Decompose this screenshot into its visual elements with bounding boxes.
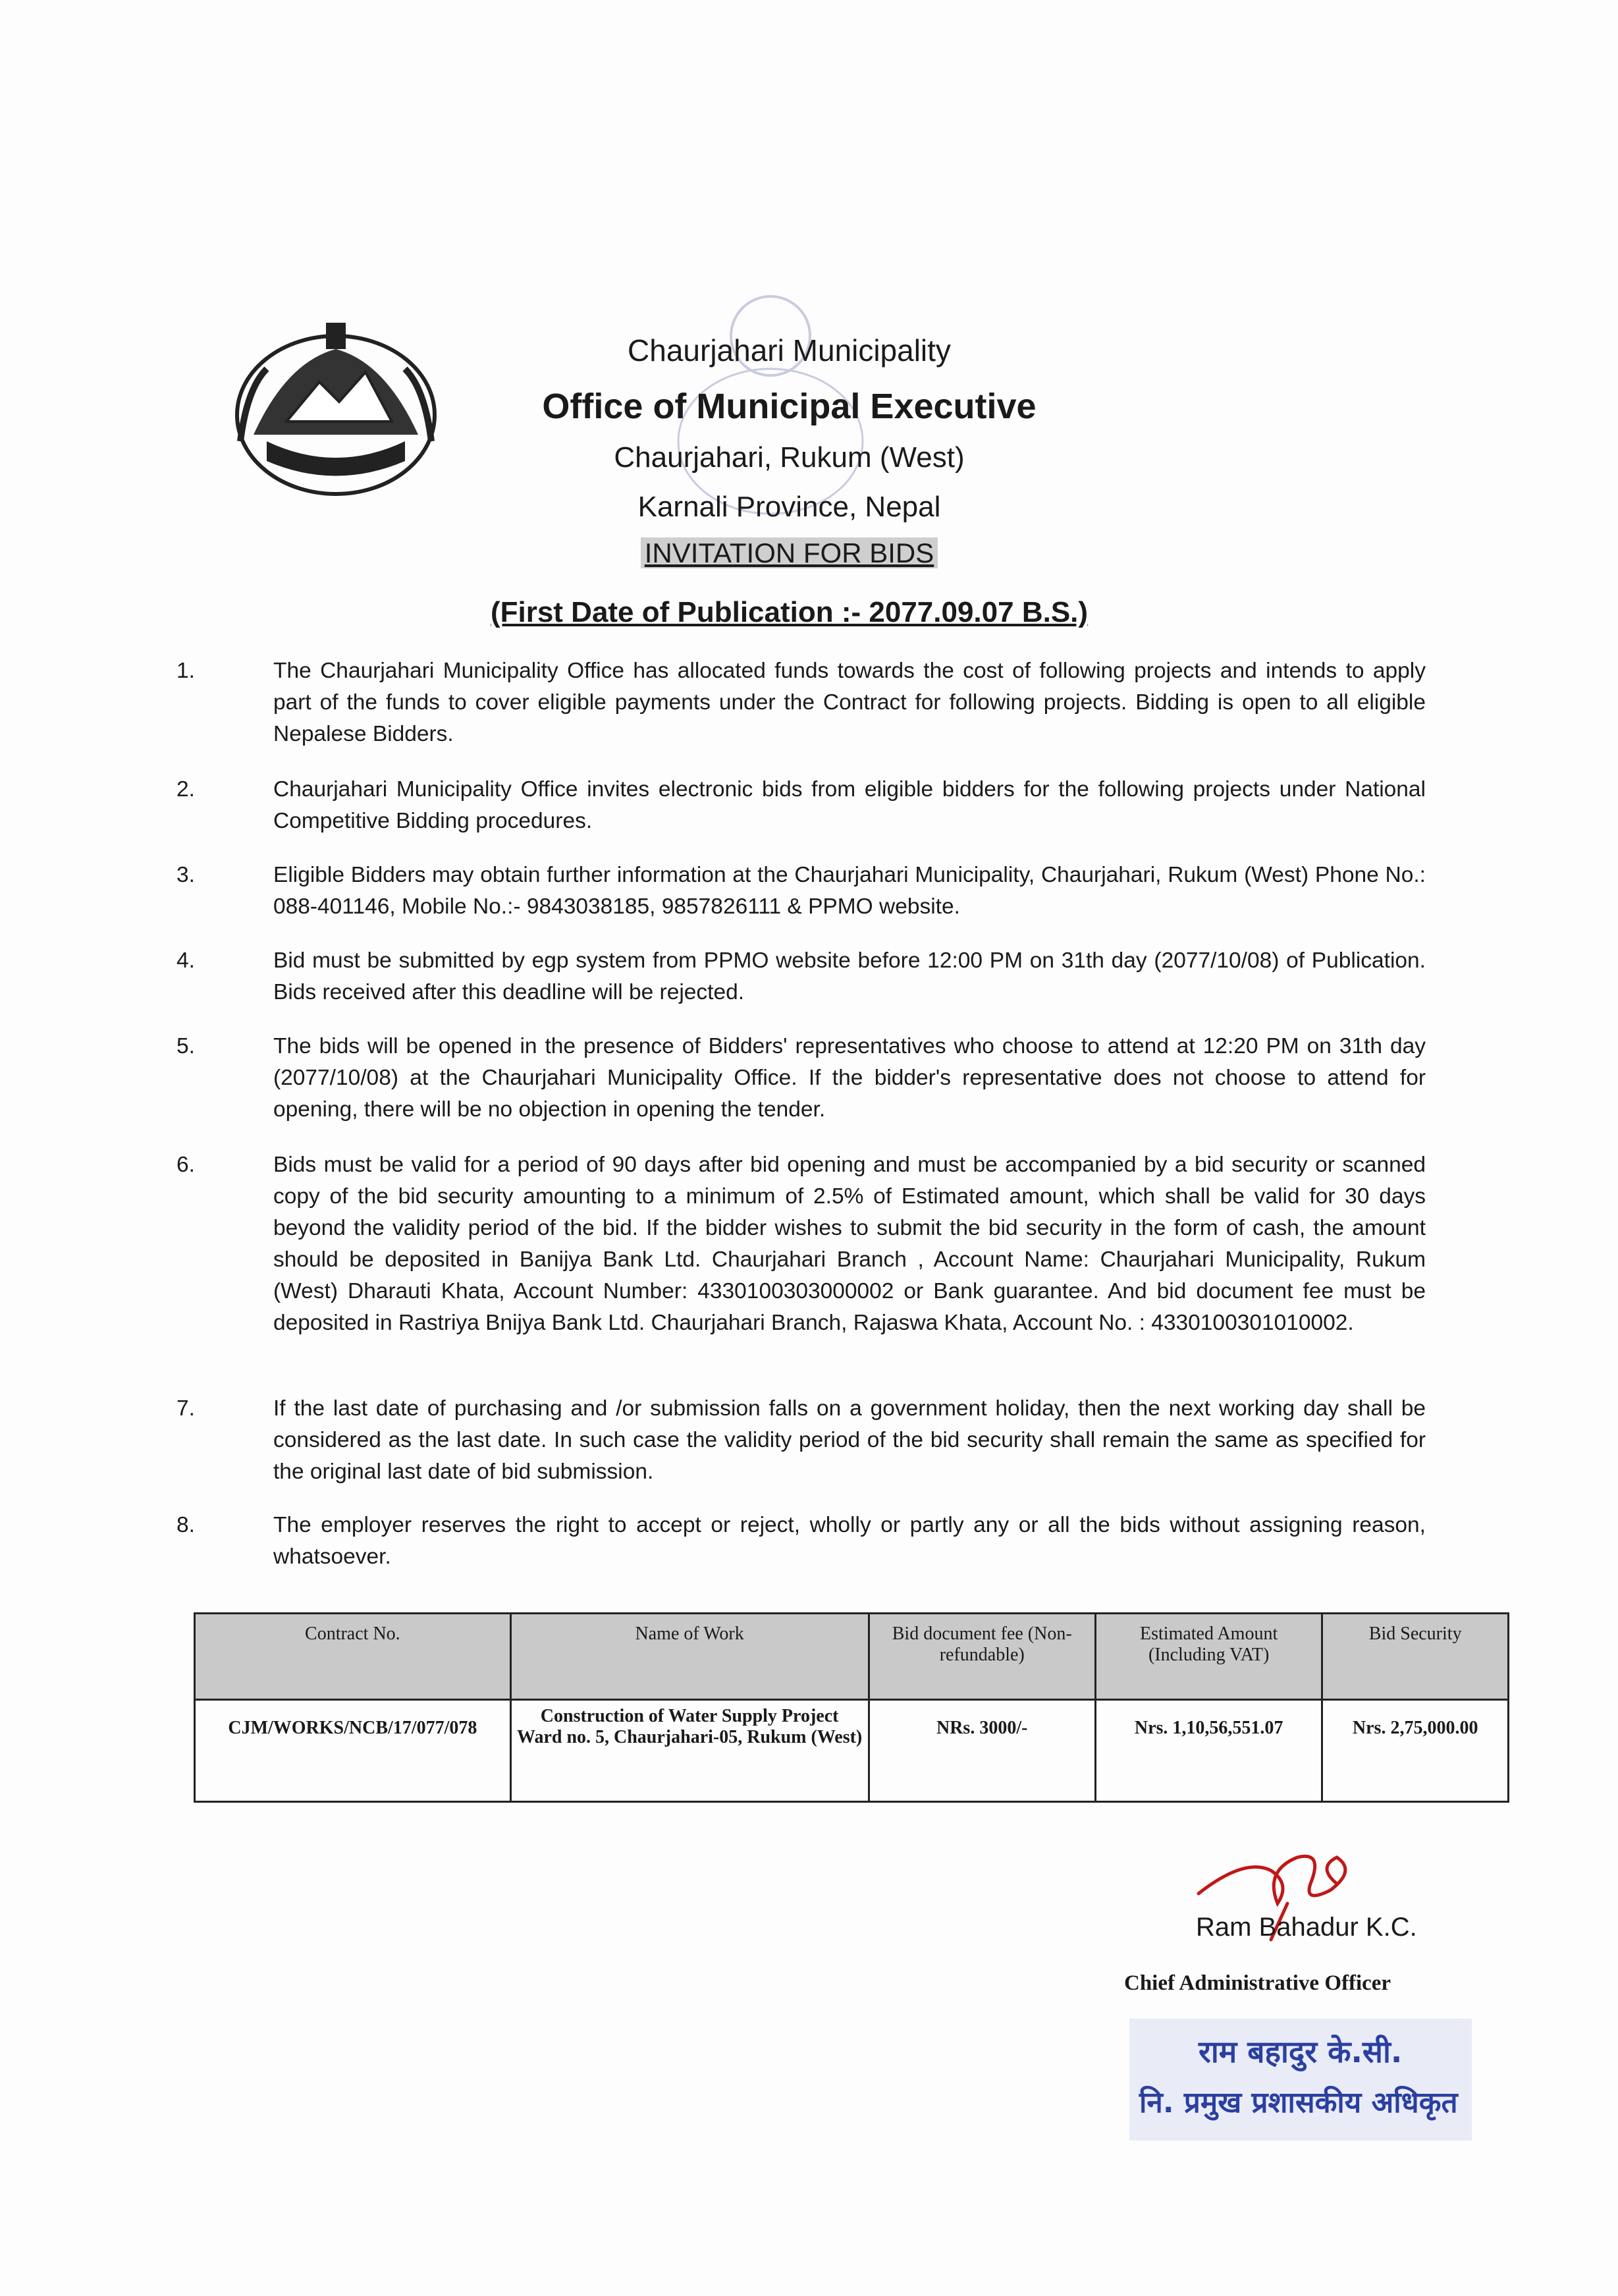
item-number: 1. — [176, 659, 195, 683]
bid-table — [194, 1612, 1509, 1803]
col-name-of-work: Name of Work — [510, 1614, 869, 1700]
item-number: 3. — [176, 863, 195, 887]
official-stamp — [1129, 2019, 1472, 2141]
item-text: The employer reserves the right to accept or reject, wholly or partly any or all the bids without assigning reason, whatsoever. — [273, 1513, 1426, 1569]
table-row — [195, 1700, 1509, 1802]
municipality-name: Chaurjahari Municipality — [628, 333, 951, 368]
notice-title: INVITATION FOR BIDS — [0, 537, 1598, 569]
item-text: The Chaurjahari Municipality Office has allocated funds towards the cost of following projects and intends to apply part of the funds to cover eligible payments under the Contract for following projects. Bidding is open to all eligible Nepalese Bidders. — [273, 659, 1426, 746]
signatory-name: Ram Bahadur K.C. — [1196, 1913, 1417, 1942]
item-text: If the last date of purchasing and /or submission falls on a government holiday, then the next working day shall be considered as the last date. In such case the validity period of the bid security shall remain the same as specified for the original last date of bid submission. — [273, 1396, 1426, 1484]
address-line-2: Karnali Province, Nepal — [637, 491, 941, 523]
item-number: 2. — [176, 777, 195, 802]
address-line-1: Chaurjahari, Rukum (West) — [614, 441, 965, 474]
item-number: 6. — [176, 1153, 195, 1177]
item-text: Bids must be valid for a period of 90 days after bid opening and must be accompanied by a bid security or scanned copy of the bid security amounting to a minimum of 2.5% of Estimated amount, which shall be valid for 30 days beyond the validity period of the bid. If the bidder wishes to submit the bid security in the form of cash, the amount should be deposited in Banijya Bank Ltd. Chaurjahari Branch , Account Name: Chaurjahari Municipality, Rukum (West) Dharauti Khata, Account Number: 4330100303000002 or Bank guarantee. And bid document fee must be deposited in Rastriya Bnijya Bank Ltd. Chaurjahari Branch, Rajaswa Khata, Account No. : 4330100301010002. — [273, 1153, 1426, 1335]
cell-estimated-amount: Nrs. 1,10,56,551.07 — [1095, 1700, 1322, 1802]
publication-date: (First Date of Publication :- 2077.09.07 B.S.) — [490, 596, 1089, 628]
stamp-designation: नि. प्रमुख प्रशासकीय अधिकृत — [1139, 2086, 1458, 2119]
cell-contract-no: CJM/WORKS/NCB/17/077/078 — [195, 1700, 511, 1802]
item-number: 7. — [176, 1396, 195, 1421]
col-bid-document-fee: Bid document fee (Non- refundable) — [869, 1614, 1095, 1700]
cell-name-of-work: Construction of Water Supply Project Ward no. 5, Chaurjahari-05, Rukum (West) — [510, 1700, 869, 1802]
office-title: Office of Municipal Executive — [542, 387, 1037, 426]
cell-bid-document-fee: NRs. 3000/- — [869, 1700, 1095, 1802]
col-contract-no: Contract No. — [195, 1614, 511, 1700]
item-text: Chaurjahari Municipality Office invites electronic bids from eligible bidders for the following projects under National Competitive Bidding procedures. — [273, 777, 1426, 833]
col-bid-security: Bid Security — [1322, 1614, 1509, 1700]
stamp-name: राम बहादुर के.सी. — [1199, 2034, 1403, 2069]
table-header-row — [195, 1614, 1509, 1700]
item-number: 5. — [176, 1034, 195, 1058]
item-number: 4. — [176, 948, 195, 973]
item-number: 8. — [176, 1513, 195, 1537]
cell-bid-security: Nrs. 2,75,000.00 — [1322, 1700, 1509, 1802]
item-text: Bid must be submitted by egp system from PPMO website before 12:00 PM on 31th day (2077/10/08) of Publication. Bids received after this deadline will be rejected. — [273, 948, 1426, 1004]
item-text: Eligible Bidders may obtain further information at the Chaurjahari Municipality, Chaurjahari, Rukum (West) Phone No.: 088-401146, Mobile No.:- 9843038185, 9857826111 & PPMO website. — [273, 863, 1426, 919]
item-text: The bids will be opened in the presence of Bidders' representatives who choose to attend at 12:20 PM on 31th day (2077/10/08) at the Chaurjahari Municipality Office. If the bidder's representative does not choose to attend for opening, there will be no objection in opening the tender. — [273, 1034, 1426, 1122]
signatory-title: Chief Administrative Officer — [1124, 1971, 1391, 1995]
col-estimated-amount: Estimated Amount (Including VAT) — [1095, 1614, 1322, 1700]
